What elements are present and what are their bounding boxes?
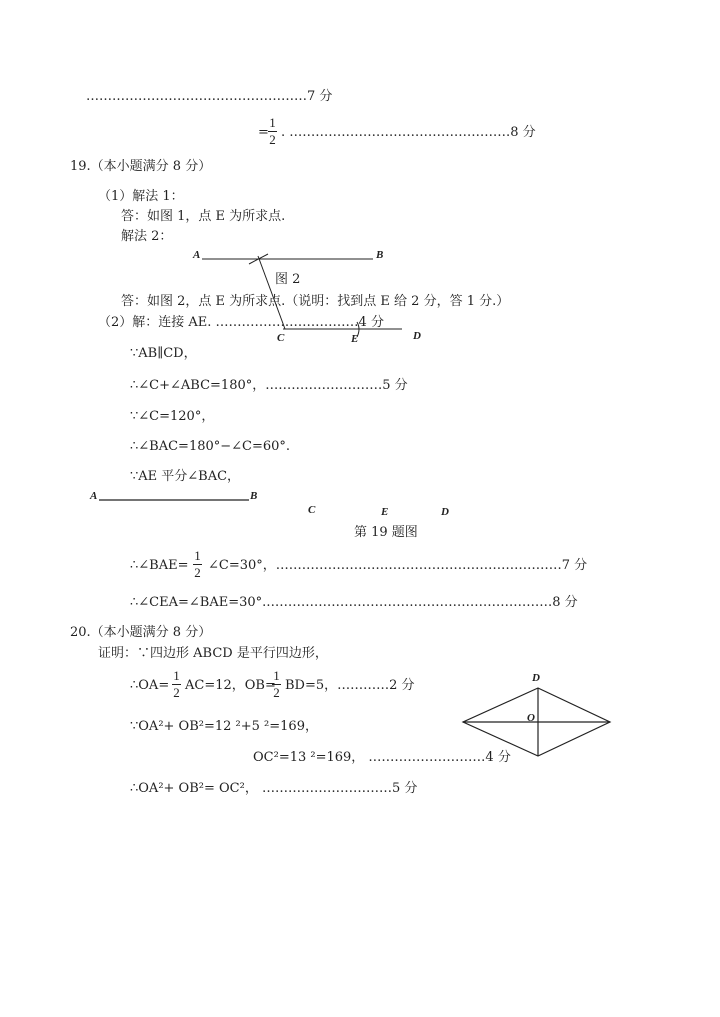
score-line-8: . ……………………………………………8 分: [281, 125, 536, 140]
step-bisector: ∵AE 平分∠BAC，: [130, 469, 241, 484]
step-angle-bac: ∴∠BAC=180°−∠C=60°.: [130, 439, 291, 454]
result-equals: =: [258, 125, 269, 140]
step-bae-b: ∠C=30°，…………………………………………………………7 分: [208, 558, 588, 573]
fig19-label-a: A: [90, 490, 98, 502]
fig2-label-d: D: [413, 330, 421, 342]
fraction-denominator: 2: [173, 685, 180, 700]
q19-answer1: 答：如图 1，点 E 为所求点.: [121, 209, 286, 224]
fig2-label-b: B: [376, 249, 384, 261]
step-sum-squares: ∵OA²+ OB²=12 ²+5 ²=169，: [130, 719, 318, 734]
fraction-numerator: 1: [194, 548, 201, 563]
fraction-denominator: 2: [273, 685, 280, 700]
fig20-label-o: O: [527, 712, 535, 724]
fig2-label-a: A: [193, 249, 201, 261]
step-cea: ∴∠CEA=∠BAE=30°.…………………………………………………………8 分: [130, 595, 578, 610]
fraction-numerator: 1: [273, 668, 280, 683]
fig19-label-d: D: [441, 506, 449, 518]
step-angle-sum: ∴∠C+∠ABC=180°，………………………5 分: [130, 378, 408, 393]
fig19-label-c: C: [308, 504, 316, 516]
step-conclusion: ∴OA²+ OB²= OC²， …………………………5 分: [130, 781, 418, 796]
step-oa-ob: AC=12，OB=: [185, 678, 276, 693]
q19-method2: 解法 2：: [121, 229, 173, 244]
fig20-label-d: D: [532, 672, 540, 684]
q19-title: 19.（本小题满分 8 分）: [70, 159, 212, 174]
score-line-7: ……………………………………………7 分: [86, 89, 333, 104]
step-angle-c: ∵∠C=120°，: [130, 409, 215, 424]
q20-proof: 证明：∵四边形 ABCD 是平行四边形，: [98, 646, 328, 661]
fig2-caption: 图 2: [275, 272, 301, 287]
q19-answer2: 答：如图 2，点 E 为所求点.（说明：找到点 E 给 2 分，答 1 分.）: [121, 294, 510, 309]
step-oa: ∴OA=: [130, 678, 170, 693]
q19-part1: （1）解法 1：: [98, 189, 184, 204]
fig19-caption: 第 19 题图: [354, 525, 418, 540]
fig19-label-b: B: [250, 490, 258, 502]
fraction-denominator: 2: [194, 565, 201, 580]
fraction-numerator: 1: [269, 115, 276, 130]
fig2-label-e: E: [351, 333, 359, 345]
fig19-label-e: E: [381, 506, 389, 518]
q19-part2: （2）解：连接 AE. ……………………………4 分: [98, 315, 384, 330]
step-bd: BD=5，…………2 分: [285, 678, 415, 693]
q20-title: 20.（本小题满分 8 分）: [70, 625, 212, 640]
fig2-label-c: C: [277, 332, 285, 344]
step-bae-a: ∴∠BAE=: [130, 558, 189, 573]
fraction-numerator: 1: [173, 668, 180, 683]
step-parallel: ∵AB∥CD，: [130, 346, 197, 361]
fraction-denominator: 2: [269, 132, 276, 147]
step-oc-square: OC²=13 ²=169， ………………………4 分: [253, 750, 511, 765]
